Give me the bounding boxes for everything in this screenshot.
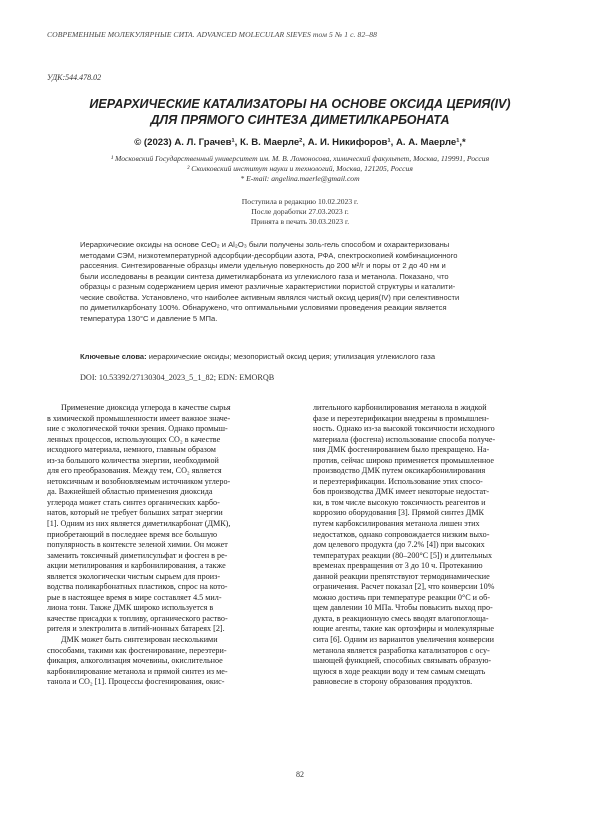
accepted-date: Принята в печать 30.03.2023 г.: [250, 217, 350, 226]
body-line: [1]. Одним из них является диметилкарбонат (ДМК),: [47, 519, 231, 529]
body-line: да. Важнейшей областью применения диоксида: [47, 487, 213, 497]
body-line: водства поликарбонатных пластиков, спрос на кото-: [47, 582, 228, 592]
body-line: нетоксичным и возобновляемым источником углеро-: [47, 476, 231, 486]
body-line: углерода может стать синтез органических карбо-: [47, 497, 220, 507]
contact-email: * E-mail: angelina.maerle@gmail.com: [240, 174, 360, 183]
body-line: и переэтерификации. Использование этих спосо-: [313, 476, 483, 486]
body-line: лительного карбонилирования метанола в жидкой: [313, 403, 487, 412]
body-line: щем давлении 10 МПа. Чтобы повысить выход про-: [313, 603, 493, 613]
body-line: ность. Однако из-за высокой токсичности исходного: [313, 424, 495, 434]
affiliation: ² Сколковский институт науки и технологий, Москва, 121205, Россия: [187, 164, 413, 173]
abstract: [80, 240, 550, 324]
keywords-label: Ключевые слова:: [80, 352, 147, 361]
body-column-right: [313, 403, 563, 688]
body-line: лиона тонн. Также ДМК широко используется в: [47, 603, 214, 613]
body-line: качестве присадки к топливу, органического раство-: [47, 613, 228, 623]
abstract-line: температура 130°C и давление 5 МПа.: [80, 313, 218, 323]
body-line: путем карбоксилирования метанола лишен этих: [313, 519, 480, 529]
running-head: СОВРЕМЕННЫЕ МОЛЕКУЛЯРНЫЕ СИТА. ADVANCED MOLECULAR SIEVES том 5 № 1 с. 82–88: [47, 30, 378, 39]
udk-code: УДК:544.478.02: [47, 73, 102, 82]
body-line: щуюся в ходе реакции воду и тем самым смещать: [313, 666, 486, 676]
body-line: приобретающий в последнее время все большую: [47, 529, 218, 539]
body-line: можно достичь при температуре реакции 0°C и об-: [313, 592, 490, 602]
abstract-line: Иерархические оксиды на основе CeO₂ и Al₂O₃ были получены золь-гель способом и охарактеризованы: [80, 240, 450, 249]
body-line: из-за большого количества энергии, необходимой: [47, 455, 219, 465]
body-line: сита [6]. Одним из вариантов увеличения конверсии: [313, 635, 494, 645]
body-line: бов производства ДМК имеет некоторые недостат-: [313, 487, 490, 497]
body-line: рителя и электролита в литий-ионных батареях [2].: [47, 624, 225, 634]
keywords: [80, 352, 550, 361]
page-number: 82: [296, 770, 304, 779]
body-line: заменить токсичный диметилсульфат и фосген в ре-: [47, 550, 228, 560]
body-line: ограничения. Расчет показал [2], что конверсии 10%: [313, 582, 495, 592]
submission-dates: [40, 197, 560, 227]
body-line: в химической промышленности имеет важное значе-: [47, 413, 231, 423]
abstract-line: методами СЭМ, низкотемпературной адсорбции-десорбции азота, РФА, спектроскопией комбинационного: [80, 250, 458, 260]
body-line: ние с экологической точки зрения. Однако промыш-: [47, 424, 228, 434]
body-line: равновесие в сторону образования продуктов.: [313, 677, 473, 687]
body-line: против, сейчас широко применяется промышленное: [313, 455, 495, 465]
body-line: натов, который не требует больших затрат энергии: [47, 508, 223, 518]
title-line: ИЕРАРХИЧЕСКИЕ КАТАЛИЗАТОРЫ НА ОСНОВЕ ОКСИДА ЦЕРИЯ(IV): [89, 97, 511, 111]
body-line: температурах реакции (80–200°C [5]) и длительных: [313, 550, 493, 560]
title-line: ДЛЯ ПРЯМОГО СИНТЕЗА ДИМЕТИЛКАРБОНАТА: [150, 113, 450, 127]
body-line: коррозию оборудования [3]. Прямой синтез ДМК: [313, 508, 484, 518]
body-line: материала (фосгена) использование способа получе-: [313, 434, 496, 444]
keywords-text: иерархические оксиды; мезопористый оксид церия; утилизация углекислого газа: [146, 352, 436, 361]
body-line: для его преобразования. Между тем, CO₂ является: [47, 466, 222, 476]
body-line: временах превращения от 3 до 10 ч. Протеканию: [313, 561, 483, 571]
abstract-line: рассеяния. Синтезированные образцы имели удельную поверхность до 200 м²/г и поры от 2 до 40 нм и: [80, 261, 446, 270]
body-line: дукта, в реакционную смесь вводят влагопоглоща-: [313, 613, 489, 623]
body-line: метанола является разработка катализаторов с осу-: [313, 645, 490, 655]
abstract-line: образцы с разным содержанием церия имеют различные характеристики пористой структуры и каталити-: [80, 282, 456, 291]
authors: © (2023) А. Л. Грачев¹, К. В. Маерле², А. И. Никифоров¹, А. А. Маерле¹,*: [134, 137, 466, 148]
body-line: недостатков, однако сопровождается низким выхо-: [313, 529, 490, 539]
body-line: акции метилирования и карбонилирования, а также: [47, 561, 226, 571]
body-line: ки, в том числе высокую токсичность реагентов и: [313, 497, 486, 507]
body-line: фазе и переэтерификации внедрены в промышлен-: [313, 413, 489, 423]
body-line: ленных процессов, использующих CO₂ в качестве: [47, 434, 221, 444]
body-line: исходного материала, немного, главным образом: [47, 445, 216, 455]
abstract-line: ческие свойства. Установлено, что наиболее активным являлся чистый оксид церия(IV) при селективности: [80, 292, 460, 302]
revised-date: После доработки 27.03.2023 г.: [251, 207, 349, 216]
affiliation: ¹ Московский Государственный университет им. М. В. Ломоносова, химический факультет, Москва, 119991, Россия: [110, 154, 490, 163]
body-line: карбонилирование метанола и прямой синтез из ме-: [47, 666, 228, 676]
doi: DOI: 10.53392/27130304_2023_5_1_82; EDN: EMORQB: [80, 373, 275, 382]
body-line: ДМК может быть синтезирован несколькими: [61, 635, 218, 645]
body-line: Применение диоксида углерода в качестве сырья: [61, 403, 231, 412]
article-title: [40, 96, 560, 128]
body-line: производство ДМК путем оксикарбонилирования: [313, 466, 486, 476]
body-column-left: [47, 403, 297, 688]
body-line: популярность в контексте зеленой химии. Он может: [47, 540, 228, 550]
body-line: ющие агенты, такие как ортоэфиры и молекулярные: [313, 624, 494, 634]
affiliations: [40, 154, 560, 184]
body-line: танола и CO₂ [1]. Процессы фосгенирования, окис-: [47, 677, 225, 687]
body-line: рые в настоящее время в мире составляет 4.5 мил-: [47, 592, 222, 602]
body-line: дом целевого продукта (до 7.2% [4]) при высоких: [313, 540, 485, 550]
body-line: способами, такими как фосгенирование, переэтери-: [47, 645, 227, 655]
body-line: ния ДМК фосгенированием было прекращено. На-: [313, 445, 490, 455]
body-line: фикация, алкоголизация мочевины, окислительное: [47, 656, 223, 666]
body-line: данной реакции препятствуют термодинамические: [313, 571, 490, 581]
body-line: является экологически чистым сырьем для произ-: [47, 571, 221, 581]
received-date: Поступила в редакцию 10.02.2023 г.: [241, 197, 359, 206]
body-line: шающей функцией, способных связывать образую-: [313, 656, 492, 666]
abstract-line: по диметилкарбонату 100%. Обнаружено, что оптимальными условиями проведения реакции является: [80, 303, 447, 312]
abstract-line: были исследованы в реакции синтеза диметилкарбоната из углекислого газа и метанола. Показано, что: [80, 271, 449, 281]
